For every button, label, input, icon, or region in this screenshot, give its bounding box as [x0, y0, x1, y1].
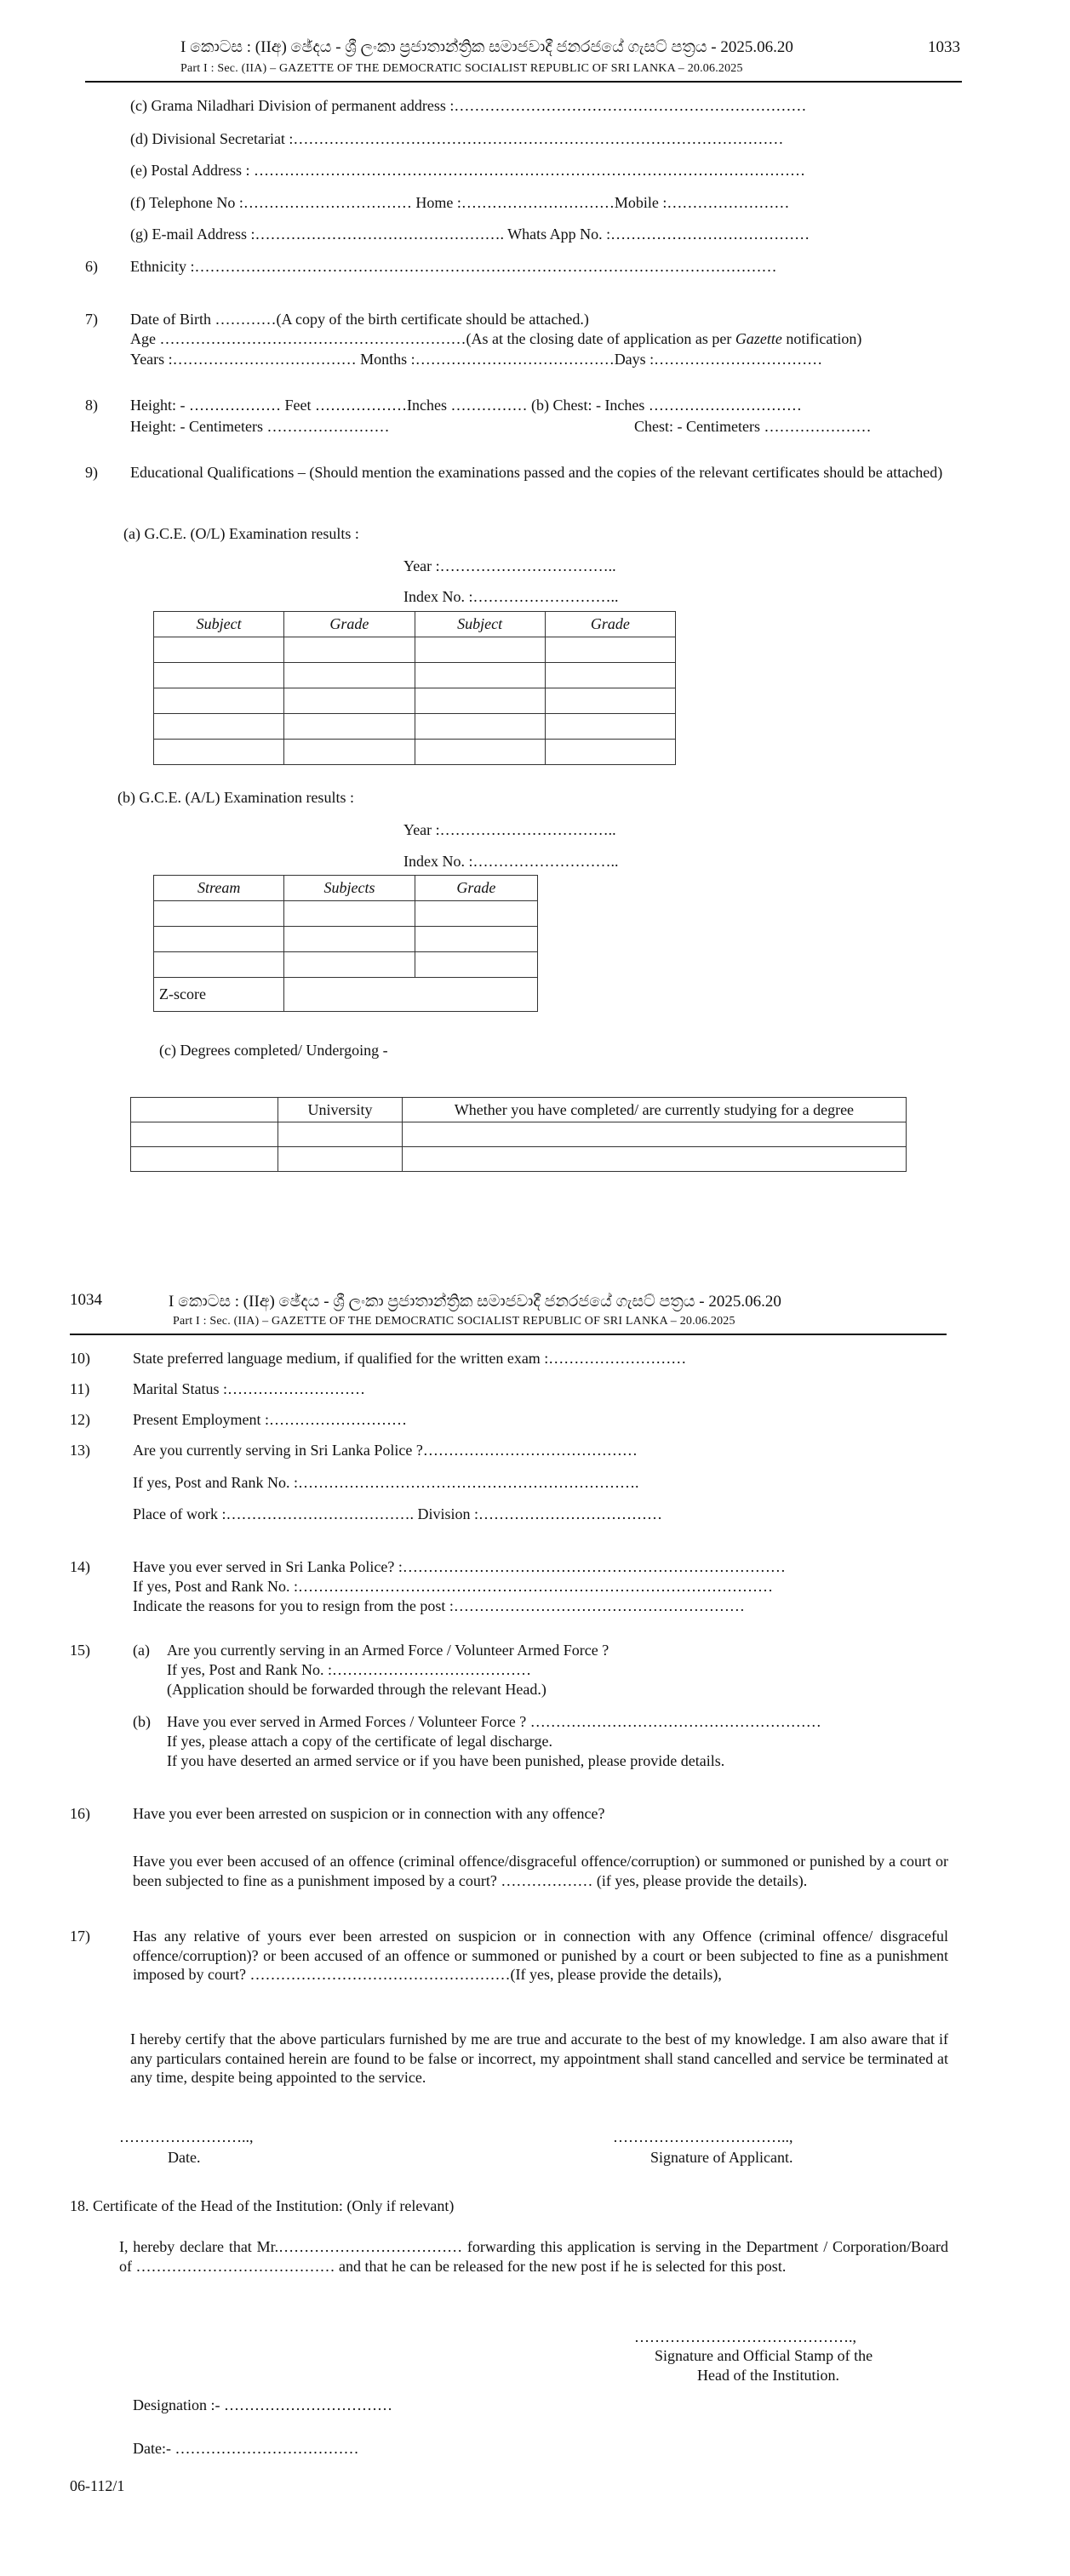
- q10-number: 10): [70, 1350, 90, 1367]
- field-served-police: Have you ever served in Sri Lanka Police? :…………………………………………………………………: [133, 1558, 786, 1575]
- input-cell[interactable]: [415, 688, 545, 714]
- field-email: (g) E-mail Address :…………………………………………. Whats App No. :…………………………………: [130, 226, 810, 243]
- col-university: University: [278, 1098, 403, 1122]
- table-row: [154, 927, 538, 952]
- q14-number: 14): [70, 1558, 90, 1575]
- date-label: Date.: [168, 2149, 201, 2166]
- input-cell[interactable]: [154, 714, 284, 740]
- table-row: [154, 978, 538, 1012]
- input-cell[interactable]: [415, 901, 537, 927]
- q15-number: 15): [70, 1642, 90, 1659]
- input-cell[interactable]: [284, 663, 415, 688]
- input-cell[interactable]: [415, 952, 537, 978]
- field-date: Date:- ………………………………: [133, 2440, 359, 2457]
- col-degree: [131, 1098, 278, 1122]
- field-armed-post-rank: If yes, Post and Rank No. :…………………………………: [167, 1661, 531, 1678]
- q11-number: 11): [70, 1380, 90, 1397]
- field-height-cm: Height: - Centimeters ……………………: [130, 418, 390, 435]
- field-date-of-birth: Date of Birth …………(A copy of the birth certificate should be attached.): [130, 311, 589, 328]
- table-row: [154, 714, 676, 740]
- table-header-row: [131, 1098, 907, 1122]
- header-sinhala: I කොටස : (IIඅ) ඡේදය - ශ්‍රී ලංකා ප්‍රජාතාන්ත්‍රික සමාජවාදී ජනරජයේ ගැසට් පත්‍රය - 2025.06.20: [169, 1293, 781, 1311]
- input-cell[interactable]: [545, 714, 675, 740]
- input-cell[interactable]: [154, 663, 284, 688]
- q8-number: 8): [85, 397, 98, 414]
- col-subject: Subject: [154, 612, 284, 637]
- col-grade: Grade: [415, 876, 537, 901]
- table-row: [154, 663, 676, 688]
- q16-number: 16): [70, 1805, 90, 1822]
- ol-index: Index No. :………………………..: [403, 588, 619, 605]
- ol-title: (a) G.C.E. (O/L) Examination results :: [123, 525, 359, 542]
- input-cell[interactable]: [278, 1147, 403, 1172]
- input-cell[interactable]: [284, 927, 415, 952]
- field-telephone: (f) Telephone No :…………………………… Home :…………………………Mobile :……………………: [130, 194, 790, 211]
- input-cell[interactable]: [278, 1122, 403, 1147]
- q15a-label: (a): [133, 1642, 150, 1659]
- field-language-medium: State preferred language medium, if qualified for the written exam :………………………: [133, 1350, 687, 1367]
- input-cell[interactable]: [284, 952, 415, 978]
- table-row: [131, 1122, 907, 1147]
- signature-label: Signature of Applicant.: [650, 2149, 793, 2166]
- input-cell[interactable]: [154, 927, 284, 952]
- col-stream: Stream: [154, 876, 284, 901]
- certification-paragraph: I hereby certify that the above particulars furnished by me are true and accurate to the best of my knowledge. I am also aware that if any particulars contained herein are found to be false or incorrect, my appointment shall stand cancelled and service be terminated at any time, despite being appointed to the service.: [130, 2031, 948, 2086]
- input-cell[interactable]: [545, 663, 675, 688]
- input-cell[interactable]: [415, 740, 545, 765]
- degrees-table: [130, 1097, 907, 1172]
- input-cell[interactable]: [402, 1147, 906, 1172]
- input-cell[interactable]: [545, 637, 675, 663]
- zscore-input[interactable]: [284, 978, 538, 1012]
- input-cell[interactable]: [284, 901, 415, 927]
- stamp-label-head: Head of the Institution.: [697, 2367, 839, 2384]
- input-cell[interactable]: [284, 740, 415, 765]
- ol-year: Year :……………………………..: [403, 557, 616, 574]
- q17-number: 17): [70, 1928, 90, 1945]
- al-year: Year :……………………………..: [403, 821, 616, 838]
- field-post-rank: If yes, Post and Rank No. :………………………………………………………….: [133, 1474, 639, 1491]
- field-serving-police: Are you currently serving in Sri Lanka Police ?……………………………………: [133, 1442, 638, 1459]
- table-row: [154, 901, 538, 927]
- table-row: [154, 688, 676, 714]
- stamp-line: …………………………………….,: [634, 2328, 856, 2345]
- input-cell[interactable]: [402, 1122, 906, 1147]
- al-title: (b) G.C.E. (A/L) Examination results :: [117, 789, 354, 806]
- input-cell[interactable]: [415, 714, 545, 740]
- zscore-label: Z-score: [154, 978, 284, 1012]
- table-header-row: [154, 876, 538, 901]
- header-english: Part I : Sec. (IIA) – GAZETTE OF THE DEMOCRATIC SOCIALIST REPUBLIC OF SRI LANKA – 20.06.2025: [180, 62, 743, 75]
- field-arrested: Have you ever been arrested on suspicion or in connection with any offence?: [133, 1805, 605, 1822]
- q9-educational-qualifications: Educational Qualifications – (Should mention the examinations passed and the copies of the relevant certificates should be attached): [130, 464, 943, 481]
- input-cell[interactable]: [415, 637, 545, 663]
- field-present-employment: Present Employment :………………………: [133, 1411, 407, 1428]
- input-cell[interactable]: [545, 688, 675, 714]
- field-designation: Designation :- ……………………………: [133, 2396, 392, 2413]
- field-relative-arrested: Has any relative of yours ever been arrested on suspicion or in connection with any Offence (criminal offence/ disgraceful offence/corruption)? or been accused of an offence or summoned or punished by a court or been subjected to fine as a punishment imposed by court? ……………………………………………(If yes, please provide the details),: [133, 1928, 948, 1983]
- input-cell[interactable]: [154, 688, 284, 714]
- header-english: Part I : Sec. (IIA) – GAZETTE OF THE DEMOCRATIC SOCIALIST REPUBLIC OF SRI LANKA – 20.06.2025: [173, 1315, 735, 1328]
- input-cell[interactable]: [154, 637, 284, 663]
- q15a-note: (Application should be forwarded through the relevant Head.): [167, 1681, 546, 1698]
- q18-heading: 18. Certificate of the Head of the Institution: (Only if relevant): [70, 2197, 455, 2214]
- input-cell[interactable]: [131, 1122, 278, 1147]
- header-sinhala: I කොටස : (IIඅ) ඡේදය - ශ්‍රී ලංකා ප්‍රජාතාන්ත්‍රික සමාජවාදී ජනරජයේ ගැසට් පත්‍රය - 2025.06.20: [180, 38, 793, 56]
- q15b-label: (b): [133, 1713, 151, 1730]
- field-served-armed-forces: Have you ever served in Armed Forces / Volunteer Force ? …………………………………………………: [167, 1713, 821, 1730]
- q15b-note-deserted: If you have deserted an armed service or if you have been punished, please provide details.: [167, 1752, 725, 1769]
- field-resign-reasons: Indicate the reasons for you to resign from the post :…………………………………………………: [133, 1597, 745, 1614]
- header-rule: [85, 81, 962, 83]
- input-cell[interactable]: [284, 637, 415, 663]
- input-cell[interactable]: [284, 688, 415, 714]
- input-cell[interactable]: [154, 952, 284, 978]
- q13-number: 13): [70, 1442, 90, 1459]
- input-cell[interactable]: [545, 740, 675, 765]
- input-cell[interactable]: [131, 1147, 278, 1172]
- field-postal-address: (e) Postal Address : ………………………………………………………………………………………………: [130, 162, 805, 179]
- q18-declaration: I, hereby declare that Mr.……………………………… forwarding this application is serving in the Department / Corporation/Board of ………………………………… and that he can be released for the new post if he is selected for this post.: [119, 2238, 948, 2275]
- q7-number: 7): [85, 311, 98, 328]
- page-number: 1033: [928, 38, 960, 56]
- field-accused-offence: Have you ever been accused of an offence (criminal offence/disgraceful offence/corruption) or summoned or punished by a court or been subjected to fine as a punishment imposed by a court? ……………… (if yes, please provide the details).: [133, 1853, 948, 1889]
- q12-number: 12): [70, 1411, 90, 1428]
- col-grade: Grade: [545, 612, 675, 637]
- q6-number: 6): [85, 258, 98, 275]
- field-divisional-secretariat: (d) Divisional Secretariat :……………………………………………………………………………………: [130, 130, 784, 147]
- input-cell[interactable]: [284, 714, 415, 740]
- table-row: [154, 952, 538, 978]
- date-line: ……………………..,: [119, 2128, 254, 2145]
- field-armed-force: Are you currently serving in an Armed Force / Volunteer Armed Force ?: [167, 1642, 609, 1659]
- footer-code: 06-112/1: [70, 2477, 125, 2494]
- field-served-post-rank: If yes, Post and Rank No. :…………………………………………………………………………………: [133, 1578, 773, 1595]
- field-marital-status: Marital Status :………………………: [133, 1380, 365, 1397]
- table-row: [154, 740, 676, 765]
- stamp-label: Signature and Official Stamp of the: [655, 2347, 873, 2364]
- col-grade: Grade: [284, 612, 415, 637]
- field-years-months-days: Years :……………………………… Months :…………………………………Days :……………………………: [130, 351, 823, 368]
- signature-line: ……………………………..,: [613, 2128, 793, 2145]
- input-cell[interactable]: [154, 901, 284, 927]
- table-row: [131, 1147, 907, 1172]
- input-cell[interactable]: [154, 740, 284, 765]
- input-cell[interactable]: [415, 927, 537, 952]
- q15b-note-discharge: If yes, please attach a copy of the certificate of legal discharge.: [167, 1733, 552, 1750]
- page-number: 1034: [70, 1291, 102, 1309]
- col-status: Whether you have completed/ are currently studying for a degree: [402, 1098, 906, 1122]
- field-place-of-work: Place of work :………………………………. Division :………………………………: [133, 1505, 662, 1522]
- q9-number: 9): [85, 464, 98, 481]
- al-results-table: [153, 875, 538, 1012]
- table-header-row: [154, 612, 676, 637]
- header-rule: [70, 1334, 947, 1335]
- al-index: Index No. :………………………..: [403, 853, 619, 870]
- field-ethnicity: Ethnicity :……………………………………………………………………………………………………: [130, 258, 777, 275]
- ol-results-table: [153, 611, 676, 765]
- field-height-feet: Height: - ……………… Feet ………………Inches …………… (b) Chest: - Inches …………………………: [130, 397, 802, 414]
- col-subjects: Subjects: [284, 876, 415, 901]
- input-cell[interactable]: [415, 663, 545, 688]
- field-grama-niladhari: (c) Grama Niladhari Division of permanent address :……………………………………………………………: [130, 97, 807, 114]
- col-subject: Subject: [415, 612, 545, 637]
- field-age: Age ……………………………………………………(As at the closing date of application as per Gazette notification): [130, 330, 862, 347]
- field-chest-cm: Chest: - Centimeters …………………: [634, 418, 872, 435]
- table-row: [154, 637, 676, 663]
- degrees-title: (c) Degrees completed/ Undergoing -: [159, 1042, 388, 1059]
